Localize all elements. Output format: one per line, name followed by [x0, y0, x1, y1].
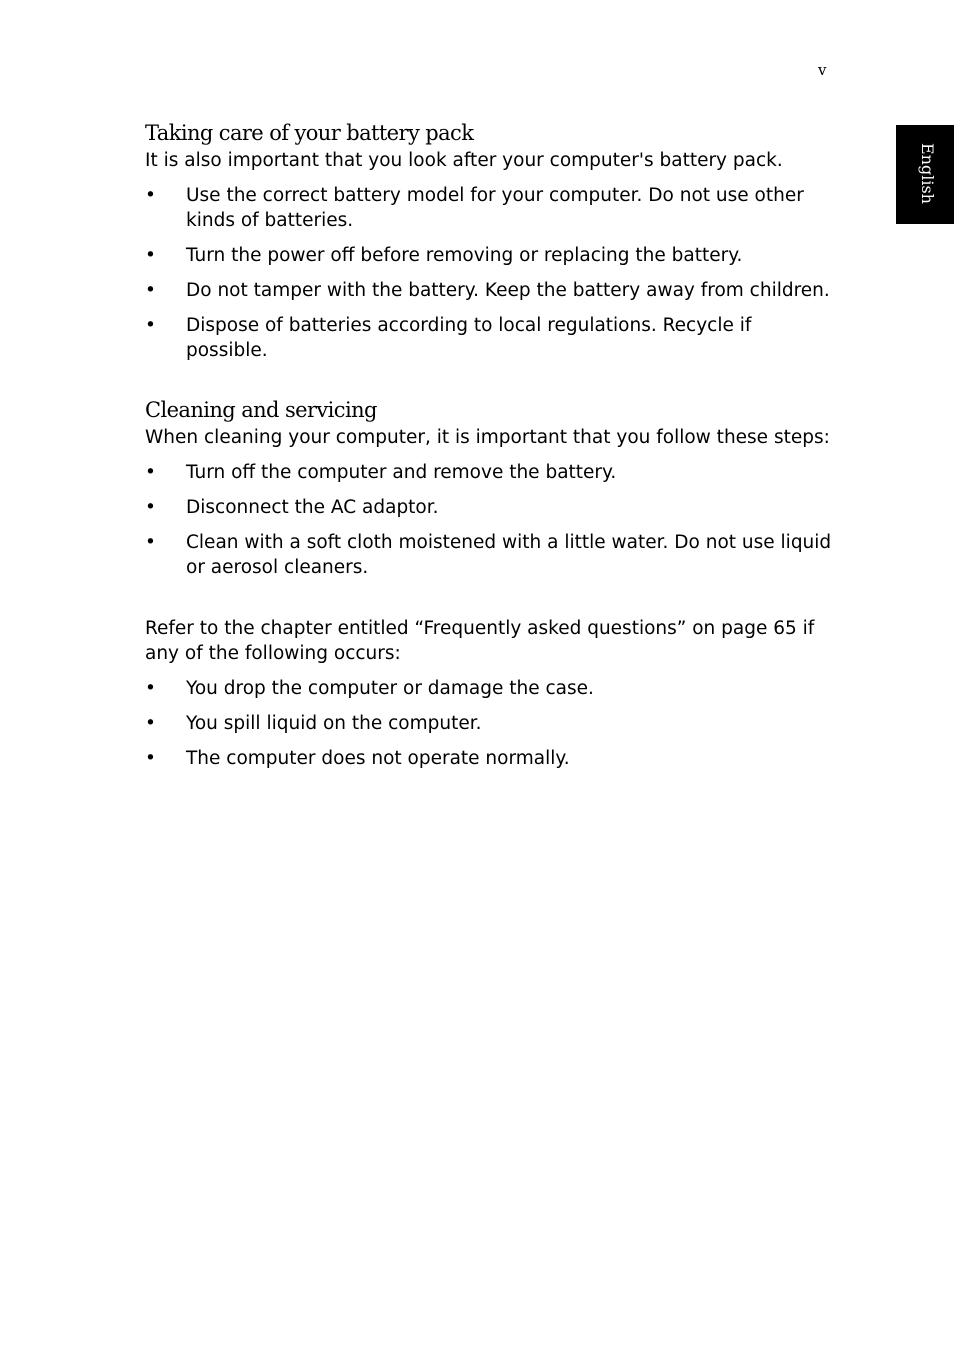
- list-item-text: Disconnect the AC adaptor.: [186, 497, 439, 518]
- list-item-text: The computer does not operate normally.: [186, 748, 570, 769]
- list-item: [145, 460, 835, 485]
- page-content: [145, 118, 835, 771]
- section-intro: When cleaning your computer, it is important that you follow these steps:: [145, 427, 830, 448]
- battery-care-list: [145, 183, 835, 363]
- bullet-icon: •: [145, 748, 156, 769]
- bullet-icon: •: [145, 497, 156, 518]
- bullet-icon: •: [145, 245, 156, 266]
- language-tab-label: English: [918, 143, 937, 204]
- battery-care-section: [145, 118, 835, 363]
- bullet-icon: •: [145, 315, 156, 336]
- list-item: [145, 243, 835, 268]
- list-item-text: Clean with a soft cloth moistened with a little water. Do not use liquid or aerosol cleaners.: [186, 532, 832, 578]
- list-item: [145, 676, 835, 701]
- list-item: [145, 530, 835, 580]
- list-item: [145, 183, 835, 233]
- section-heading: Taking care of your battery pack: [145, 121, 474, 145]
- bullet-icon: •: [145, 713, 156, 734]
- list-item: [145, 495, 835, 520]
- bullet-icon: •: [145, 532, 156, 553]
- bullet-icon: •: [145, 678, 156, 699]
- list-item: [145, 278, 835, 303]
- followup-list: [145, 676, 835, 771]
- list-item-text: Use the correct battery model for your computer. Do not use other kinds of batteries.: [186, 185, 804, 231]
- bullet-icon: •: [145, 280, 156, 301]
- page-number: v: [818, 61, 827, 79]
- language-tab: [896, 125, 954, 224]
- list-item-text: Dispose of batteries according to local regulations. Recycle if possible.: [186, 315, 752, 361]
- bullet-icon: •: [145, 462, 156, 483]
- cleaning-steps-list: [145, 460, 835, 580]
- followup-paragraph: Refer to the chapter entitled “Frequently asked questions” on page 65 if any of the following occurs:: [145, 618, 815, 664]
- list-item-text: Turn the power off before removing or replacing the battery.: [186, 245, 743, 266]
- list-item-text: Do not tamper with the battery. Keep the battery away from children.: [186, 280, 830, 301]
- section-intro: It is also important that you look after your computer's battery pack.: [145, 150, 783, 171]
- list-item-text: Turn off the computer and remove the battery.: [186, 462, 617, 483]
- list-item-text: You drop the computer or damage the case.: [186, 678, 594, 699]
- section-heading: Cleaning and servicing: [145, 398, 377, 422]
- list-item-text: You spill liquid on the computer.: [186, 713, 482, 734]
- list-item: [145, 711, 835, 736]
- bullet-icon: •: [145, 185, 156, 206]
- list-item: [145, 746, 835, 771]
- cleaning-section: [145, 395, 835, 771]
- list-item: [145, 313, 835, 363]
